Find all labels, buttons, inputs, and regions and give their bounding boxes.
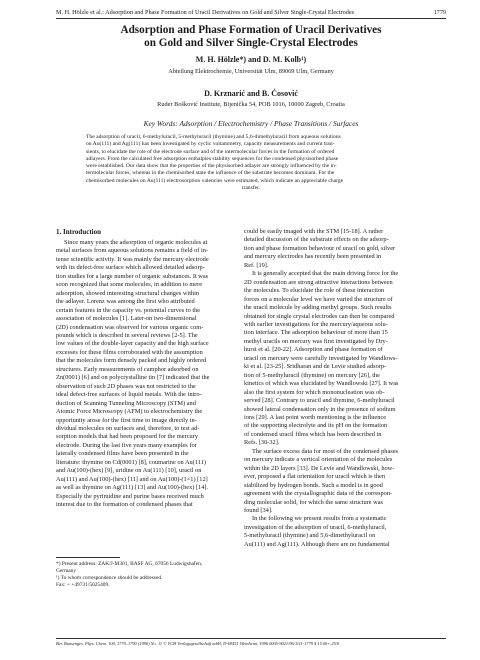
text-line: stabilized by hydrogen bonds. Such a model is in good xyxy=(244,481,383,489)
keywords: Key Words: Adsorption / Electrochemistry / Phase Transitions / Surfaces xyxy=(143,119,359,128)
page-number: 1779 xyxy=(433,9,446,16)
text-line: opportunity arose for the first time to image directly in- xyxy=(56,416,197,424)
abstract xyxy=(86,134,416,192)
title-line: Adsorption and Phase Formation of Uracil Derivatives xyxy=(120,24,382,36)
right-column xyxy=(244,228,432,549)
text-line: ki et al. [23-25]. Sridharan and de Levie studied adsorp- xyxy=(244,363,387,371)
text-line: the adlayer. Lorenz was among the first who attributed xyxy=(56,298,195,306)
text-line: that the molecules form densely packed and highly ordered xyxy=(56,357,207,365)
footer-rule xyxy=(56,638,446,639)
text-line: laterally condensed films have been presented in the xyxy=(56,450,189,458)
text-line: pounds which is described in several reviews [2-5]. The xyxy=(56,331,198,339)
text-line: ions [29]. A last point worth mentioning is the influence xyxy=(244,413,387,421)
text-line: (2D) condensation was observed for various organic com- xyxy=(56,323,204,331)
text-line: tion studies for a large number of organic substances. It was xyxy=(56,272,209,280)
left-column xyxy=(56,228,244,510)
left-column-body xyxy=(56,239,244,510)
text-line: Zn(0001) [6] and on polycrystalline tin [7] indicated that the xyxy=(56,374,210,382)
text-line: 5-methyluracil (thymine) and 5,6-dimethyluracil on xyxy=(244,532,376,540)
section-heading: 1. Introduction xyxy=(56,228,101,236)
text-line: sorption models that had been proposed for the mercury xyxy=(56,433,198,441)
text-line: association of molecules [1]. Later-on two-dimensional xyxy=(56,315,197,323)
running-head-text: M. H. Hölzle et al.: Adsorption and Phase Formation of Uracil Derivatives on Gold and Silver Single-Crystal Electrodes xyxy=(56,9,354,16)
text-line: certain features in the capacity vs. potential curves to the xyxy=(56,306,201,314)
text-line: agreement with the crystallographic data of the correspon- xyxy=(244,490,393,498)
abstract-line: termolecular forces, whereas in the chemisorbed state the influence of the substrate becomes dominant. For the xyxy=(86,170,335,177)
text-line: Especially the pyrimidine and purine bases received much xyxy=(56,492,204,500)
text-line: served [28]. Contrary to uracil and thymine, 6-methyluracil xyxy=(244,397,395,405)
text-line: metal surfaces from aqueous solutions remains a field of in- xyxy=(56,247,209,255)
footnote-line: Germany xyxy=(56,568,77,574)
text-line: Since many years the adsorption of organic molecules at xyxy=(64,239,208,246)
text-line: Refs. [30-32]. xyxy=(244,439,280,447)
abstract-line: adlayers. From the calculated free adsorption enthalpies stability sequences for the condensed physisorbed phase xyxy=(86,155,339,162)
text-line: and mercury electrodes has recently been presented in xyxy=(244,253,382,261)
text-line: of the supporting electrolyte and its pH on the formation xyxy=(244,422,388,430)
journal-footer: Ber. Bunsenges. Phys. Chem. 100, 1779–1790 (1996) No. 11 © VCH Verlagsgesellschaft mbH, D-69451 Weinheim, 1996 0005-9021/96/1111-1779 $ 15.00+.25/0 xyxy=(56,641,340,646)
text-line: adsorption, showed interesting structural changes within xyxy=(56,289,200,297)
text-line: could be easily imaged with the STM [15-18]. A rather xyxy=(244,228,384,235)
text-line: and Au(100)-(hex) [9], uridine on Au(111) [10], uracil on xyxy=(56,467,202,475)
authors-group-1: M. H. Hölzle*) and D. M. Kolb¹) xyxy=(195,55,307,64)
text-line: kinetics of which was elucidated by Wandlowski [27]. It was xyxy=(244,380,399,388)
text-line: obtained for single crystal electrodes can then be compared xyxy=(244,312,395,320)
abstract-line: sients, to elucidate the role of the electrode surface and of the intermolecular forces in the formation of ordered xyxy=(86,148,335,155)
right-column-body xyxy=(244,228,432,549)
footnote-line: *) Present address: ZAK/J-M301, BASF AG, 67056 Ludwigshafen, xyxy=(56,561,203,567)
footnotes xyxy=(56,561,244,589)
text-line: literature: thymine on Cd(0001) [8], coumarine on Au(111) xyxy=(56,458,206,466)
text-line: Au(111) and Au(100)-(hex) [11] and on Au(100)-(1×1) [12] xyxy=(56,475,208,483)
text-line: tense scientific activity. It was mainly the mercury electrode xyxy=(56,255,209,263)
footnote-line: ¹) To whom correspondence should be addressed. xyxy=(56,575,163,581)
text-line: tion of 5-methyluracil (thymine) on mercury [26], the xyxy=(244,371,380,379)
text-line: of condensed uracil films which has been described in xyxy=(244,430,382,438)
text-line: Ref. [19]. xyxy=(244,261,269,269)
abstract-line: chemisorbed molecules on Au(111) electrosorption valencies were estimated, which indicate an appreciable charge xyxy=(86,177,344,184)
text-line: low values of the double-layer capacity and the high surface xyxy=(56,340,209,348)
footnote-rule xyxy=(56,557,120,558)
text-line: the molecules. To elucidate the role of these interaction xyxy=(244,287,385,295)
abstract-line: The adsorption of uracil, 6-methyluracil, 5-methyluracil (thymine) and 5,6-dimethyluracil from aqueous solutions xyxy=(86,134,341,140)
text-line: excesses for these films corroborated with the assumption xyxy=(56,348,203,356)
text-line: also the first system for which mononucleation was ob- xyxy=(244,388,385,396)
header-rule xyxy=(56,18,446,19)
text-line: methyl uracils on mercury was first investigated by Dry- xyxy=(244,337,388,345)
abstract-line: were established. Our data show that the properties of the physisorbed adlayer are strongly influenced by the in- xyxy=(86,163,337,170)
text-line: found [34]. xyxy=(244,506,273,514)
text-line: dividual molecules on surfaces and, therefore, to test ad- xyxy=(56,424,200,432)
abstract-line: transfer. xyxy=(241,185,261,192)
text-line: ever, proposed a flat orientation for uracil which is then xyxy=(244,473,386,481)
text-line: Au(111) and Ag(111). Although there are no fundamental xyxy=(244,540,390,548)
text-line: It is generally accepted that the main driving force for the xyxy=(252,270,399,278)
running-head xyxy=(56,9,446,17)
text-line: ding molecular solid, for which the same structure was xyxy=(244,498,383,506)
text-line: detailed discussion of the substrate effects on the adsorp- xyxy=(244,236,389,244)
authors-group-2: D. Krznarić and B. Ćosović xyxy=(204,89,298,98)
text-line: the uracil molecule by adding methyl groups. Such results xyxy=(244,304,392,312)
text-line: duction of Scanning Tunneling Microscopy (STM) and xyxy=(56,399,196,407)
text-line: interest due to the formation of condensed phases that xyxy=(56,501,193,509)
text-line: showed lateral condensation only in the presence of sodium xyxy=(244,405,396,413)
text-line: as well as thymine on Ag(111) [13] and Au(100)-(hex) [14]. xyxy=(56,484,209,492)
affiliation-1: Abteilung Elektrochemie, Universität Ulm, 89069 Ulm, Germany xyxy=(168,68,334,75)
text-line: tion and phase formation behaviour of uracil on gold, silver xyxy=(244,244,396,252)
text-line: In the following we present results from a systematic xyxy=(252,515,387,523)
text-line: investigation of the adsorption of uracil, 6-methyluracil, xyxy=(244,523,387,531)
text-line: on mercury indicate a vertical orientation of the molecules xyxy=(244,456,393,464)
text-line: within the 2D layers [33]. De Levie and Wandlowski, how- xyxy=(244,464,395,472)
text-line: tion interface. The adsorption behaviour of more than 15 xyxy=(244,329,388,337)
text-line: with earlier investigations for the mercury/aqueous solu- xyxy=(244,320,388,328)
text-line: uracil on mercury were carefully investigated by Wandlows- xyxy=(244,354,398,362)
text-line: structures. Early measurements of camphor adsorbed on xyxy=(56,365,199,373)
text-line: Atomic Force Microscopy (AFM) to electrochemistry the xyxy=(56,408,203,416)
affiliation-2: Ruder Bošković Institute, Bijenička 54, POB 1016, 10000 Zagreb, Croatia xyxy=(157,101,345,108)
text-line: observation of such 2D phases was not restricted to the xyxy=(56,382,196,390)
text-line: with its defect-free surface which allowed detailed adsorp- xyxy=(56,264,205,272)
text-line: hurst et al. [20-22]. Adsorption and phase formation of xyxy=(244,346,383,354)
article-title xyxy=(56,24,446,50)
title-line: on Gold and Silver Single-Crystal Electrodes xyxy=(144,37,358,49)
text-line: 2D condensation are strong attractive interactions between xyxy=(244,278,393,286)
text-line: ideal defect-free surfaces of liquid metals. With the intro- xyxy=(56,391,202,399)
text-line: forces on a molecular level we have varied the structure of xyxy=(244,295,393,303)
text-line: The surface excess data for most of the condensed phases xyxy=(252,447,399,455)
text-line: electrode. During the last five years many examples for xyxy=(56,441,197,449)
abstract-line: on Au(111) and Ag(111) has been investigated by cyclic voltammetry, capacity measurements and current tran- xyxy=(86,141,335,148)
text-line: soon recognized that some molecules, in addition to mere xyxy=(56,281,203,289)
footnote-line: Fax: + +49731/5025409. xyxy=(56,582,110,588)
